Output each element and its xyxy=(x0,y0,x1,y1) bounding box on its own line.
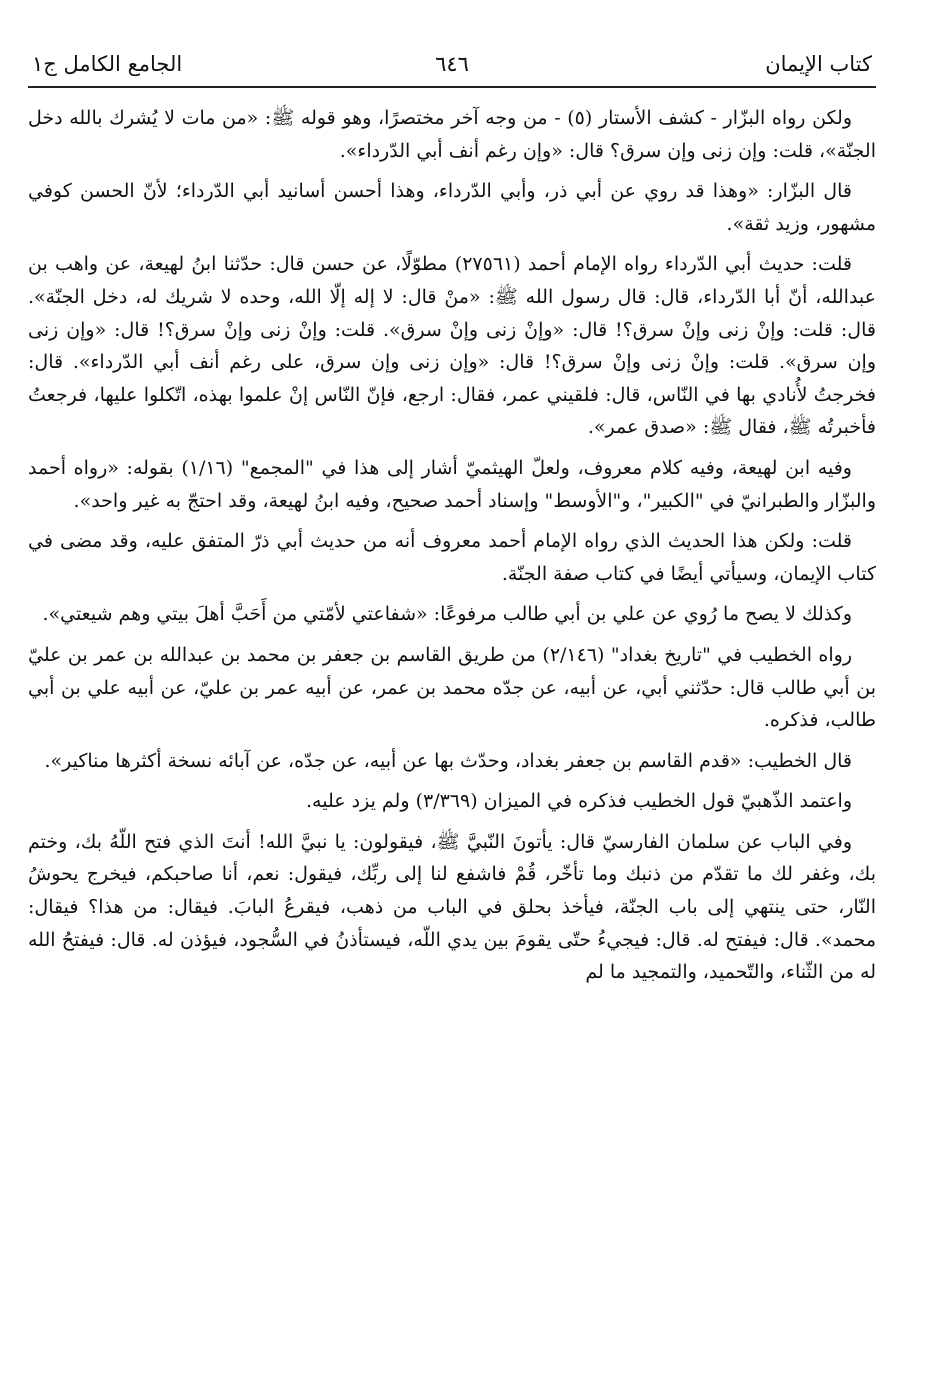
paragraph: وفي الباب عن سلمان الفارسيّ قال: يأتونَ النّبيَّ ﷺ، فيقولون: يا نبيَّ الله! أنتَ الذي فتح اللّهُ بك، وختم بك، وغفر لك ما تقدّم من ذنبك وما تأخّر، قُمْ فاشفع لنا إلى ربِّك، فيقول: نعم، أنا صاحبكم، فيخرج يحوشُ النّار، حتى ينتهي إلى باب الجنّة، فيأخذ بحلق في الباب من ذهب، فيقرعُ البابَ. فيقال: من هذا؟ فيقال: محمد». قال: فيفتح له. قال: فيجيءُ حتّى يقومَ بين يدي اللّه، فيستأذنُ في السُّجود، فيؤذن له. قال: فيفتحُ الله له من الثّناء، والتّحميد، والتمجيد ما لم xyxy=(28,830,876,984)
page-number: ٦٤٦ xyxy=(435,52,469,76)
paragraph: قلت: حديث أبي الدّرداء رواه الإمام أحمد (٢٧٥٦١) مطوّلًا، عن حسن قال: حدّثنا ابنُ لهيعة، عن واهب بن عبدالله، أنّ أبا الدّرداء، قال: قال رسول الله ﷺ: «منْ قال: لا إله إلّا الله، وحده لا شريك له، دخل الجنّة». قال: قلت: وإنْ زنى وإنْ سرق؟! قال: «وإنْ زنى وإنْ سرق». قلت: وإنْ زنى وإنْ سرق؟! قال: «وإن زنى وإن سرق». قلت: وإنْ زنى وإنْ سرق؟! قال: «وإن زنى وإن سرق، على رغم أنف أبي الدّرداء». قال: فخرجتُ لأُنادي بها في النّاس، قال: فلقيني عمر، فقال: ارجع، فإنّ النّاس إنْ علموا بهذه، اتّكلوا عليها، فرجعتُ فأخبرتُه ﷺ، فقال ﷺ: «صدق عمر». xyxy=(28,253,876,439)
volume-label: الجامع الكامل ج١ xyxy=(32,52,183,76)
running-title: كتاب الإيمان xyxy=(765,52,872,76)
page-header xyxy=(28,40,876,88)
paragraph: وكذلك لا يصح ما رُوي عن علي بن أبي طالب مرفوعًا: «شفاعتي لأمّتي من أَحَبَّ أهلَ بيتي وهم شيعتي». xyxy=(42,603,852,626)
paragraph: قال البزّار: «وهذا قد روي عن أبي ذر، وأبي الدّرداء، وهذا أحسن أسانيد أبي الدّرداء؛ لأنّ الحسن كوفي مشهور، وزيد ثقة». xyxy=(28,180,876,235)
paragraph: قلت: ولكن هذا الحديث الذي رواه الإمام أحمد معروف أنه من حديث أبي ذرّ المتفق عليه، وقد مضى في كتاب الإيمان، وسيأتي أيضًا في كتاب صفة الجنّة. xyxy=(28,530,876,585)
paragraph: واعتمد الذّهبيّ قول الخطيب فذكره في الميزان (٣/٣٦٩) ولم يزد عليه. xyxy=(306,790,852,813)
page-body xyxy=(28,102,876,989)
book-page xyxy=(28,40,876,1340)
paragraph: ولكن رواه البزّار - كشف الأستار (٥) - من وجه آخر مختصرًا، وهو قوله ﷺ: «من مات لا يُشرك بالله دخل الجنّة»، قلت: وإن زنى وإن سرق؟ قال: «وإن رغم أنف أبي الدّرداء». xyxy=(28,107,876,162)
paragraph: رواه الخطيب في "تاريخ بغداد" (٢/١٤٦) من طريق القاسم بن جعفر بن محمد بن عبدالله بن عمر بن عليّ بن أبي طالب قال: حدّثني أبي، عن أبيه، عن جدّه محمد بن عمر، عن أبيه عمر بن عليّ، عن أبيه علي بن أبي طالب، فذكره. xyxy=(28,643,876,732)
paragraph: وفيه ابن لهيعة، وفيه كلام معروف، ولعلّ الهيثميّ أشار إلى هذا في "المجمع" (١/١٦) بقوله: «رواه أحمد والبزّار والطبرانيّ في "الكبير"، و"الأوسط" وإسناد أحمد صحيح، وفيه ابنُ لهيعة، وقد احتجّ به غير واحد». xyxy=(28,456,876,512)
paragraph: قال الخطيب: «قدم القاسم بن جعفر بغداد، وحدّث بها عن أبيه، عن جدّه، عن آبائه نسخة أكثرها مناكير». xyxy=(44,749,852,772)
